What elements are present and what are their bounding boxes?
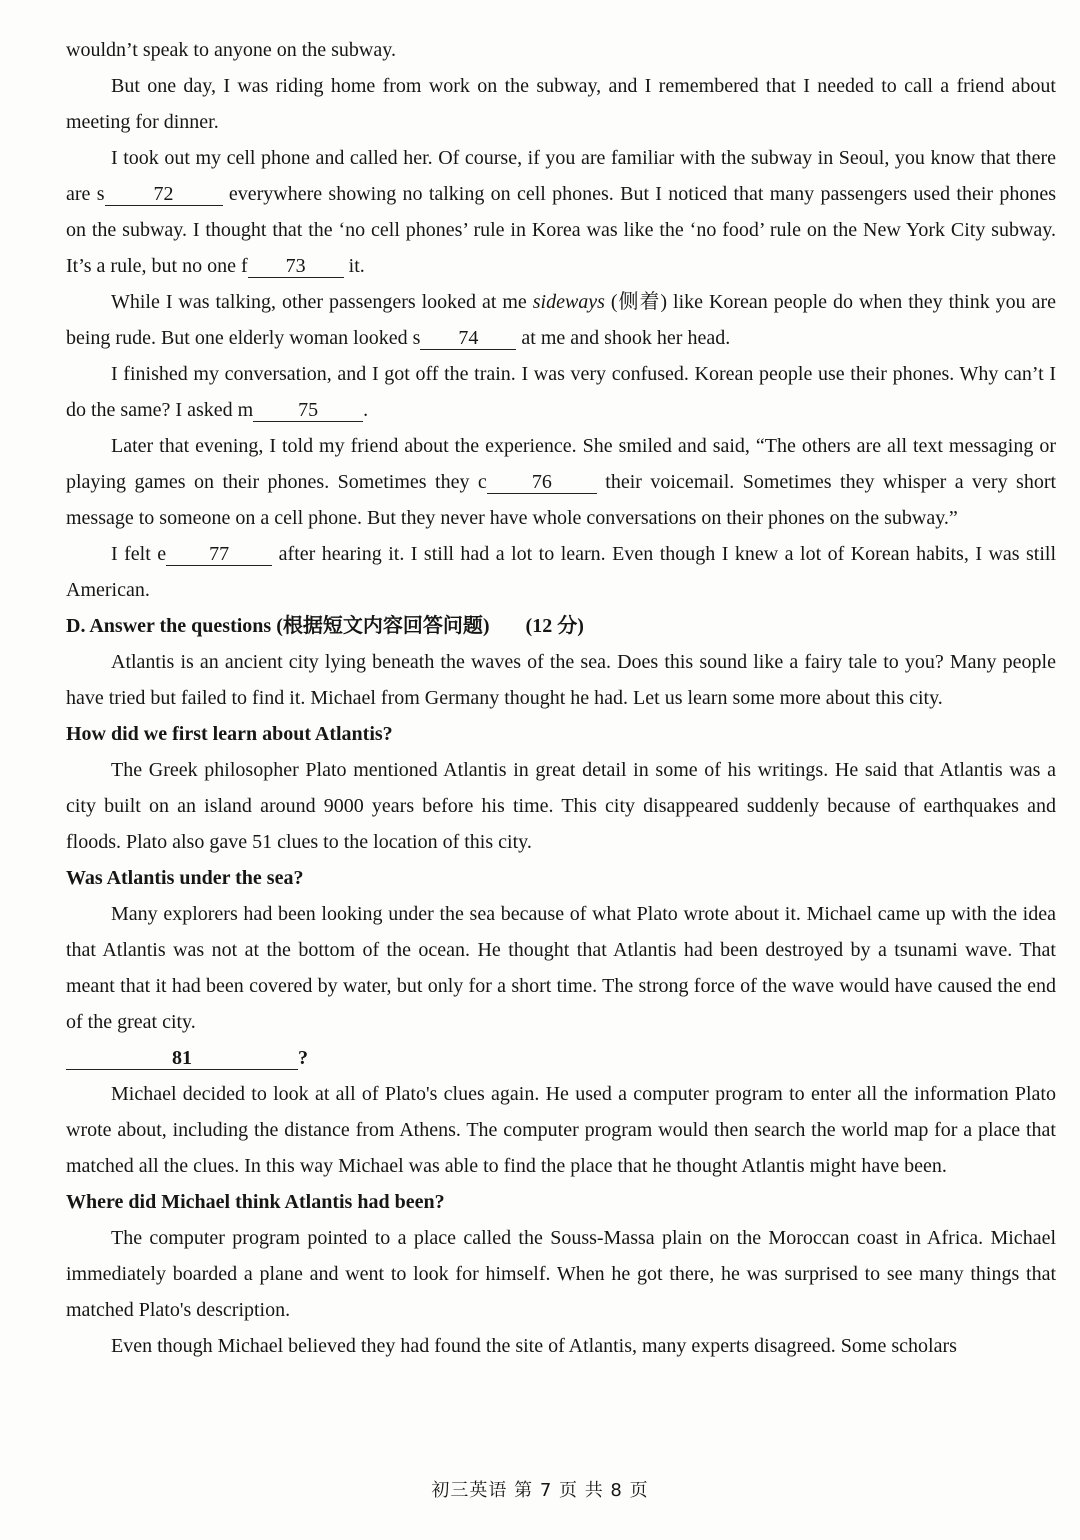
passage-c-paragraph-3: While I was talking, other passengers looked at me sideways (侧着) like Korean people do when they think you are being rude. But one elderly woman looked s 74 at me and shook her head. bbox=[66, 291, 1057, 349]
section-d-title: D. Answer the questions (根据短文内容回答问题) bbox=[66, 615, 490, 637]
section-d-subheading-4: Where did Michael think Atlantis had been? bbox=[66, 1191, 445, 1213]
passage-c-paragraph-5: Later that evening, I told my friend about the experience. She smiled and said, “The others are all text messaging or playing games on their phones. Sometimes they c 76 their voicemail. Sometimes they whisper a very short message to someone on a cell phone. But they never have whole conversations on their phones on the subway.” bbox=[66, 435, 1057, 529]
blank-73[interactable]: 73 bbox=[248, 255, 344, 278]
section-d-heading bbox=[66, 608, 1056, 644]
blank-76[interactable]: 76 bbox=[487, 471, 597, 494]
question-81-heading: 81 ? bbox=[66, 1040, 1056, 1076]
passage-c-line-top: wouldn’t speak to anyone on the subway. bbox=[66, 39, 396, 61]
section-d-intro: Atlantis is an ancient city lying beneath the waves of the sea. Does this sound like a fairy tale to you? Many people have tried but failed to find it. Michael from Germany thought he had. Let us learn some more about this city. bbox=[66, 651, 1056, 709]
section-d-paragraph-2: Many explorers had been looking under the sea because of what Plato wrote about it. Michael came up with the idea that Atlantis was not at the bottom of the ocean. He thought that Atlantis had been destroyed by a tsunami wave. That meant that it had been covered by water, but only for a short time. The strong force of the wave would have caused the end of the great city. bbox=[66, 903, 1056, 1033]
section-d-subheading-2: Was Atlantis under the sea? bbox=[66, 867, 304, 889]
blank-75-letter: m bbox=[237, 399, 254, 421]
section-d-paragraph-5: Even though Michael believed they had found the site of Atlantis, many experts disagreed. Some scholars bbox=[111, 1335, 957, 1357]
section-d-paragraph-1: The Greek philosopher Plato mentioned Atlantis in great detail in some of his writings. He said that Atlantis was a city built on an island around 9000 years before his time. This city disappeared suddenly because of earthquakes and floods. Plato also gave 51 clues to the location of this city. bbox=[66, 759, 1056, 853]
blank-76-letter: c bbox=[477, 471, 487, 493]
blank-77-letter: e bbox=[157, 543, 167, 565]
passage-c-paragraph-6: I felt e 77 after hearing it. I still had a lot to learn. Even though I knew a lot of Korean habits, I was still American. bbox=[66, 543, 1057, 601]
blank-81[interactable]: 81 bbox=[66, 1047, 298, 1070]
section-d-score: (12 分) bbox=[525, 615, 584, 637]
section-d-subheading-1: How did we first learn about Atlantis? bbox=[66, 723, 393, 745]
passage-c-paragraph-1: But one day, I was riding home from work on the subway, and I remembered that I needed to call a friend about meeting for dinner. bbox=[66, 75, 1056, 133]
blank-75[interactable]: 75 bbox=[253, 399, 363, 422]
passage-c-paragraph-4: I finished my conversation, and I got off the train. I was very confused. Korean people use their phones. Why can’t I do the same? I asked m 75 . bbox=[66, 363, 1056, 421]
passage-c-paragraph-2: I took out my cell phone and called her. Of course, if you are familiar with the subway in Seoul, you know that there are s 72 everywhere showing no talking on cell phones. But I noticed that many passengers used their phones on the subway. I thought that the ‘no cell phones’ rule in Korea was like the ‘no food’ rule on the New York City subway. It’s a rule, but no one f 73 it. bbox=[66, 147, 1057, 277]
italic-word-sideways: sideways bbox=[532, 291, 605, 313]
section-d-paragraph-3: Michael decided to look at all of Plato's clues again. He used a computer program to enter all the information Plato wrote about, including the distance from Athens. The computer program would then search the world map for a place that matched all the clues. In this way Michael was able to find the place that he thought Atlantis might have been. bbox=[66, 1083, 1056, 1177]
blank-72-letter: s bbox=[96, 183, 105, 205]
blank-73-letter: f bbox=[240, 255, 248, 277]
blank-72[interactable]: 72 bbox=[105, 183, 223, 206]
page-footer: 初三英语 第 7 页 共 8 页 bbox=[431, 1480, 649, 1501]
blank-77[interactable]: 77 bbox=[166, 543, 272, 566]
section-d-paragraph-4: The computer program pointed to a place called the Souss-Massa plain on the Moroccan coast in Africa. Michael immediately boarded a plane and went to look for himself. When he got there, he was surprised to see many things that matched Plato's description. bbox=[66, 1227, 1056, 1321]
blank-74[interactable]: 74 bbox=[420, 327, 516, 350]
page-content bbox=[66, 32, 1056, 1364]
blank-74-letter: s bbox=[412, 327, 421, 349]
